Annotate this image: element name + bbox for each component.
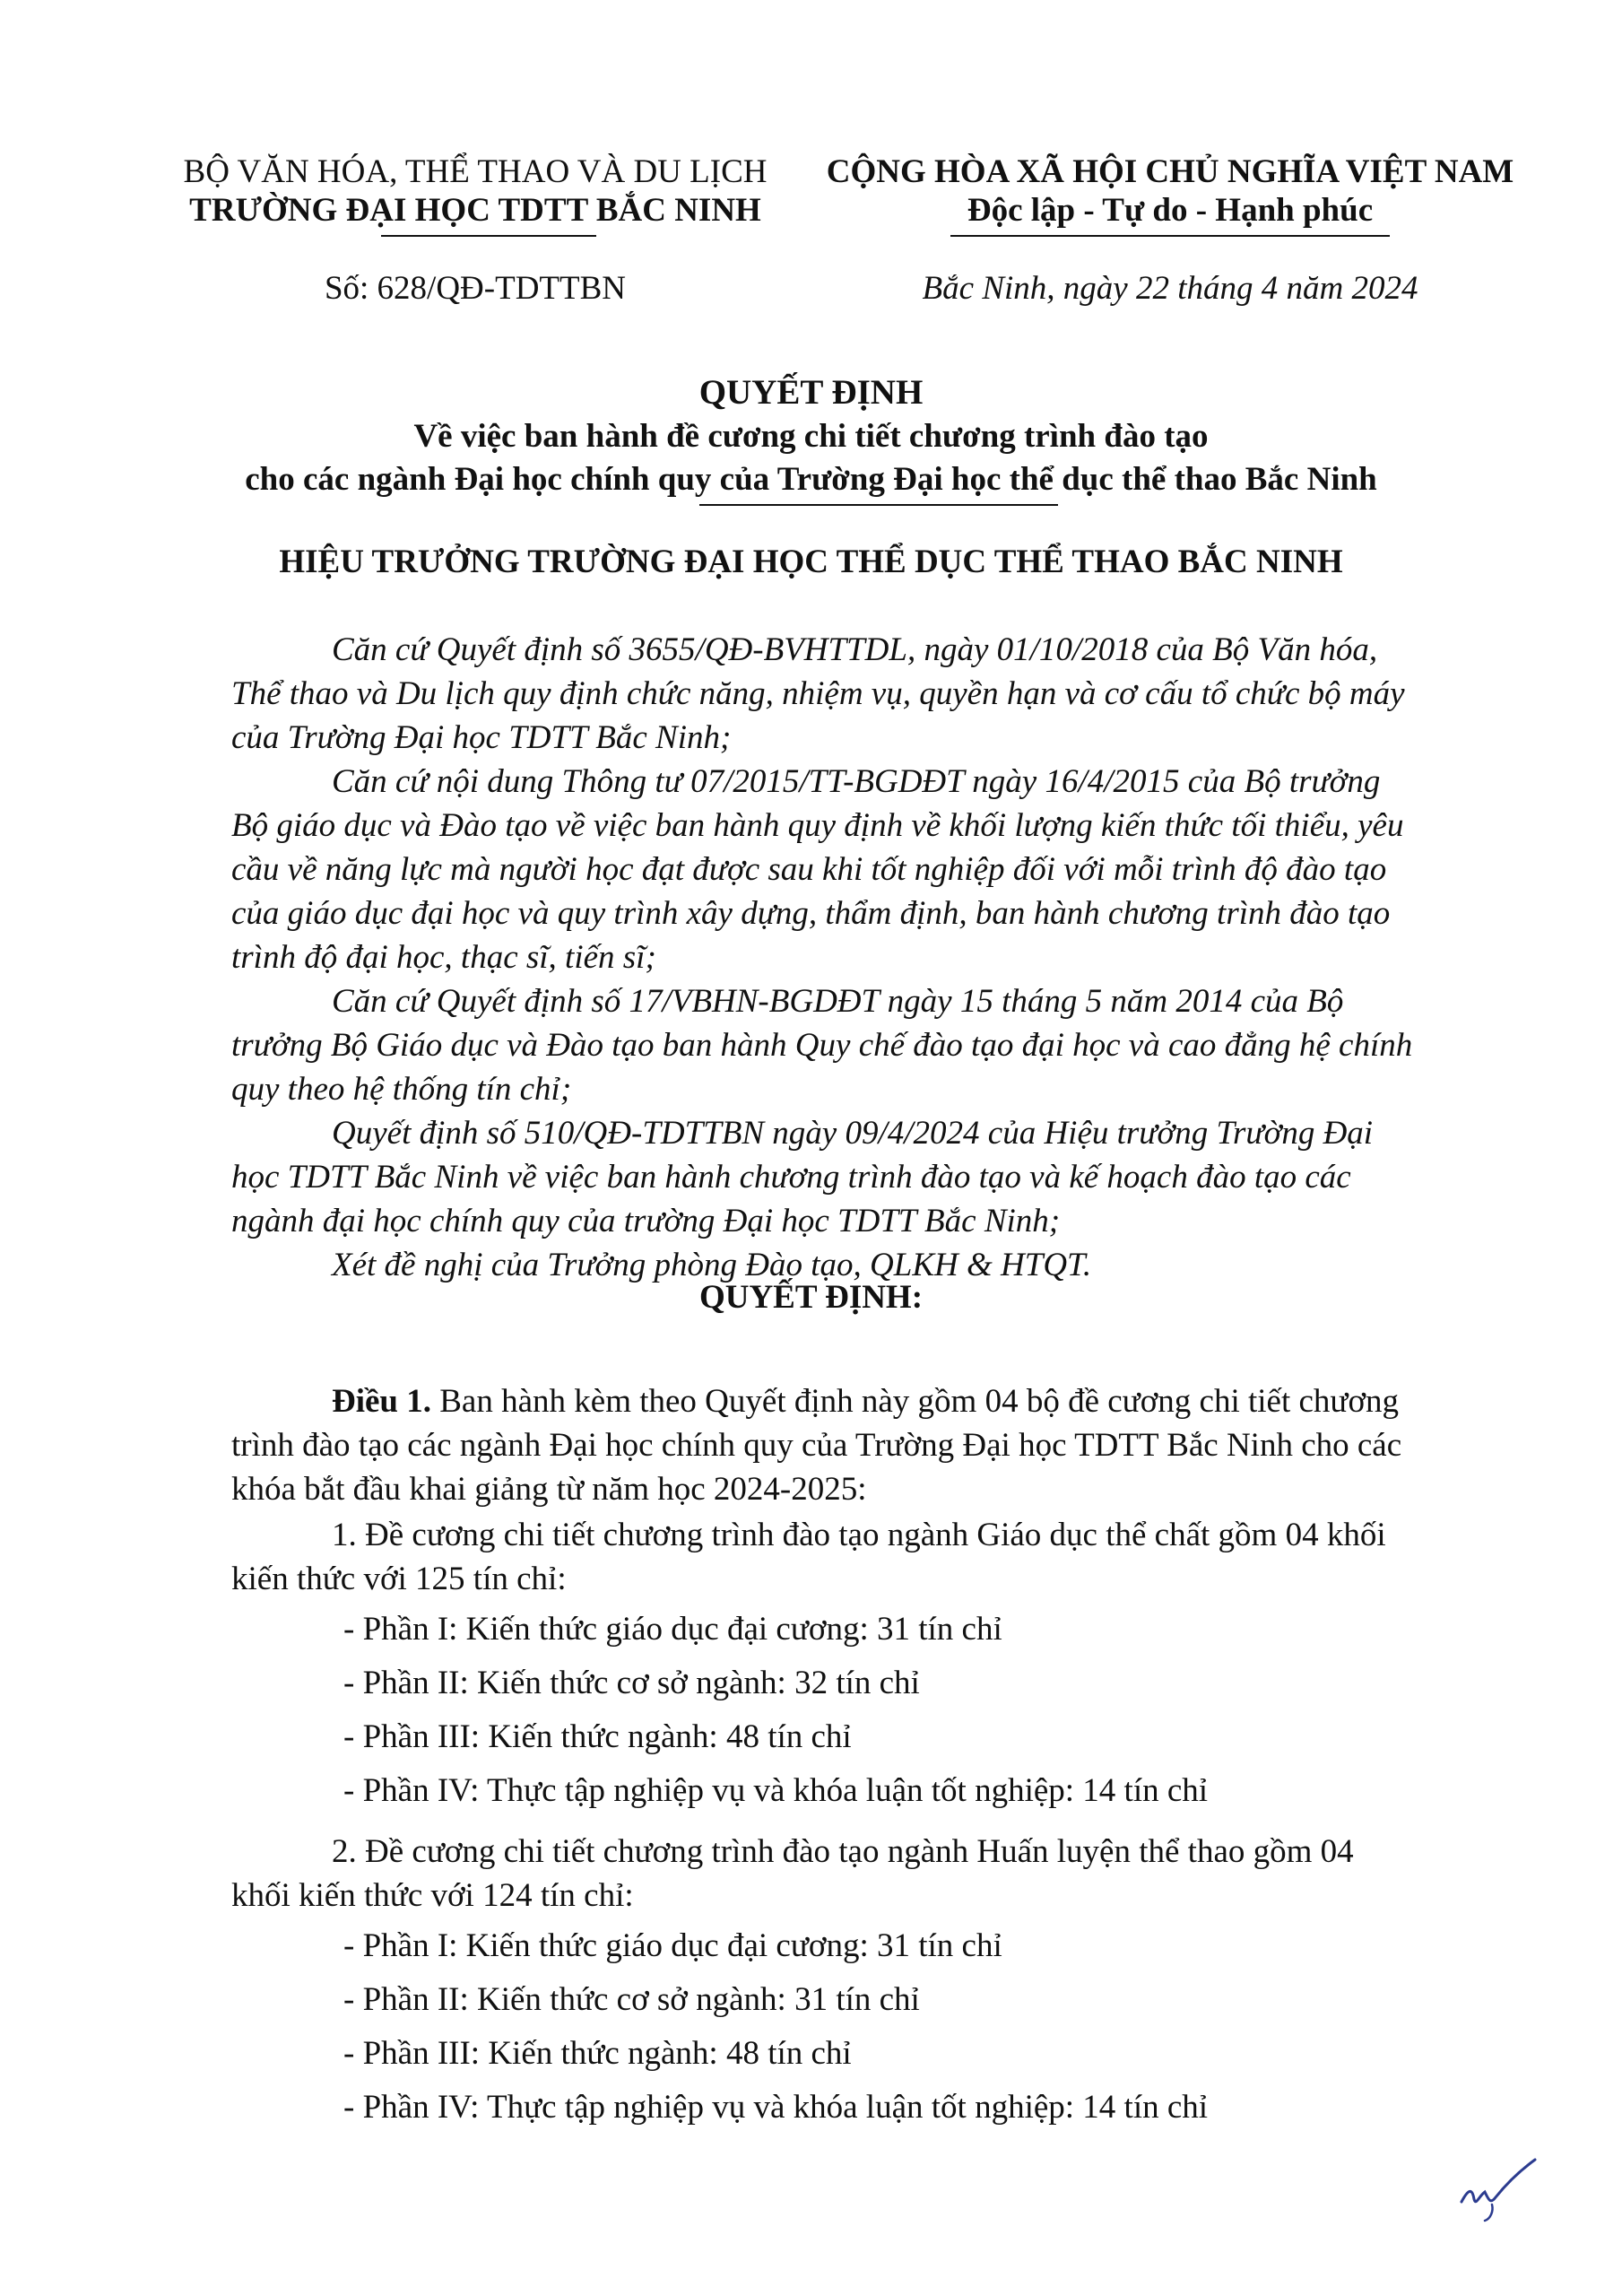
program-2-line-2: khối kiến thức với 124 tín chỉ: [231,1877,634,1914]
decision-subtitle-1: Về việc ban hành đề cương chi tiết chương trình đào tạo [413,418,1209,455]
basis-4-line-1: Quyết định số 510/QĐ-TDTTBN ngày 09/4/2024 của Hiệu trưởng Trường Đại [332,1115,1374,1152]
legal-bases [231,628,1460,1287]
subtitle-underline [699,504,1058,506]
program-1-part-1: - Phần I: Kiến thức giáo dục đại cương: 31 tín chỉ [343,1611,1002,1648]
article-1-line-3: khóa bắt đầu khai giảng từ năm học 2024-2025: [231,1471,867,1508]
motto-underline [950,235,1390,237]
program-2-part-2: - Phần II: Kiến thức cơ sở ngành: 31 tín chỉ [343,1981,920,2018]
program-2 [231,1830,1460,1918]
basis-2-line-4: của giáo dục đại học và quy trình xây dựng, thẩm định, ban hành chương trình đào tạo [231,895,1391,932]
decision-heading: QUYẾT ĐỊNH: [698,1279,924,1316]
initial-signature-mark [1453,2152,1560,2224]
article-1 [231,1379,1460,1511]
basis-2-line-1: Căn cứ nội dung Thông tư 07/2015/TT-BGDĐT ngày 16/4/2015 của Bộ trưởng [332,763,1381,800]
basis-1-line-2: Thể thao và Du lịch quy định chức năng, nhiệm vụ, quyền hạn và cơ cấu tổ chức bộ máy [231,675,1405,712]
basis-3-line-2: trưởng Bộ Giáo dục và Đào tạo ban hành Quy chế đào tạo đại học và cao đẳng hệ chính [231,1027,1413,1064]
basis-1-line-3: của Trường Đại học TDTT Bắc Ninh; [231,719,732,756]
program-2-part-3: - Phần III: Kiến thức ngành: 48 tín chỉ [343,2035,852,2072]
article-1-line-1 [231,1379,1460,1423]
document-number: Số: 628/QĐ-TDTTBN [324,270,627,307]
basis-4-line-2: học TDTT Bắc Ninh về việc ban hành chương trình đào tạo và kế hoạch đào tạo các [231,1159,1351,1196]
program-1-part-2: - Phần II: Kiến thức cơ sở ngành: 32 tín chỉ [343,1665,920,1701]
ministry-name: BỘ VĂN HÓA, THỂ THAO VÀ DU LỊCH [183,153,768,190]
basis-2-line-5: trình độ đại học, thạc sĩ, tiến sĩ; [231,939,656,976]
motto: Độc lập - Tự do - Hạnh phúc [967,192,1374,229]
program-1-line-2: kiến thức với 125 tín chỉ: [231,1561,567,1597]
program-2-part-1: - Phần I: Kiến thức giáo dục đại cương: 31 tín chỉ [343,1927,1002,1964]
article-1-line-2: trình đào tạo các ngành Đại học chính quy của Trường Đại học TDTT Bắc Ninh cho các [231,1427,1402,1464]
basis-5-line-1: Xét đề nghị của Trưởng phòng Đào tạo, QLKH & HTQT. [332,1247,1092,1283]
article-1-text-1: Ban hành kèm theo Quyết định này gồm 04 bộ đề cương chi tiết chương [439,1383,1400,1420]
article-1-label: Điều 1. [332,1383,431,1420]
republic-name: CỘNG HÒA XÃ HỘI CHỦ NGHĨA VIỆT NAM [826,153,1514,190]
decision-subtitle-2: cho các ngành Đại học chính quy của Trường Đại học thể dục thể thao Bắc Ninh [245,461,1377,498]
place-date: Bắc Ninh, ngày 22 tháng 4 năm 2024 [922,270,1418,307]
basis-1-line-1: Căn cứ Quyết định số 3655/QĐ-BVHTTDL, ngày 01/10/2018 của Bộ Văn hóa, [332,631,1378,668]
decision-title: QUYẾT ĐỊNH [698,373,924,412]
basis-2-line-2: Bộ giáo dục và Đào tạo về việc ban hành quy định về khối lượng kiến thức tối thiểu, yêu [231,807,1404,844]
program-1 [231,1513,1460,1601]
program-1-line-1: 1. Đề cương chi tiết chương trình đào tạo ngành Giáo dục thể chất gồm 04 khối [332,1517,1386,1553]
program-1-part-3: - Phần III: Kiến thức ngành: 48 tín chỉ [343,1718,852,1755]
program-2-part-4: - Phần IV: Thực tập nghiệp vụ và khóa luận tốt nghiệp: 14 tín chỉ [343,2089,1209,2126]
basis-3-line-3: quy theo hệ thống tín chỉ; [231,1071,572,1108]
program-2-line-1: 2. Đề cương chi tiết chương trình đào tạo ngành Huấn luyện thể thao gồm 04 [332,1833,1354,1870]
school-underline [381,235,596,237]
school-name: TRƯỜNG ĐẠI HỌC TDTT BẮC NINH [189,192,761,229]
basis-3-line-1: Căn cứ Quyết định số 17/VBHN-BGDĐT ngày 15 tháng 5 năm 2014 của Bộ [332,983,1344,1020]
program-1-part-4: - Phần IV: Thực tập nghiệp vụ và khóa luận tốt nghiệp: 14 tín chỉ [343,1772,1209,1809]
basis-4-line-3: ngành đại học chính quy của trường Đại học TDTT Bắc Ninh; [231,1203,1061,1239]
authority-title: HIỆU TRƯỞNG TRƯỜNG ĐẠI HỌC THỂ DỤC THỂ THAO BẮC NINH [279,544,1343,580]
basis-2-line-3: cầu về năng lực mà người học đạt được sau khi tốt nghiệp đối với mỗi trình độ đào tạo [231,851,1387,888]
